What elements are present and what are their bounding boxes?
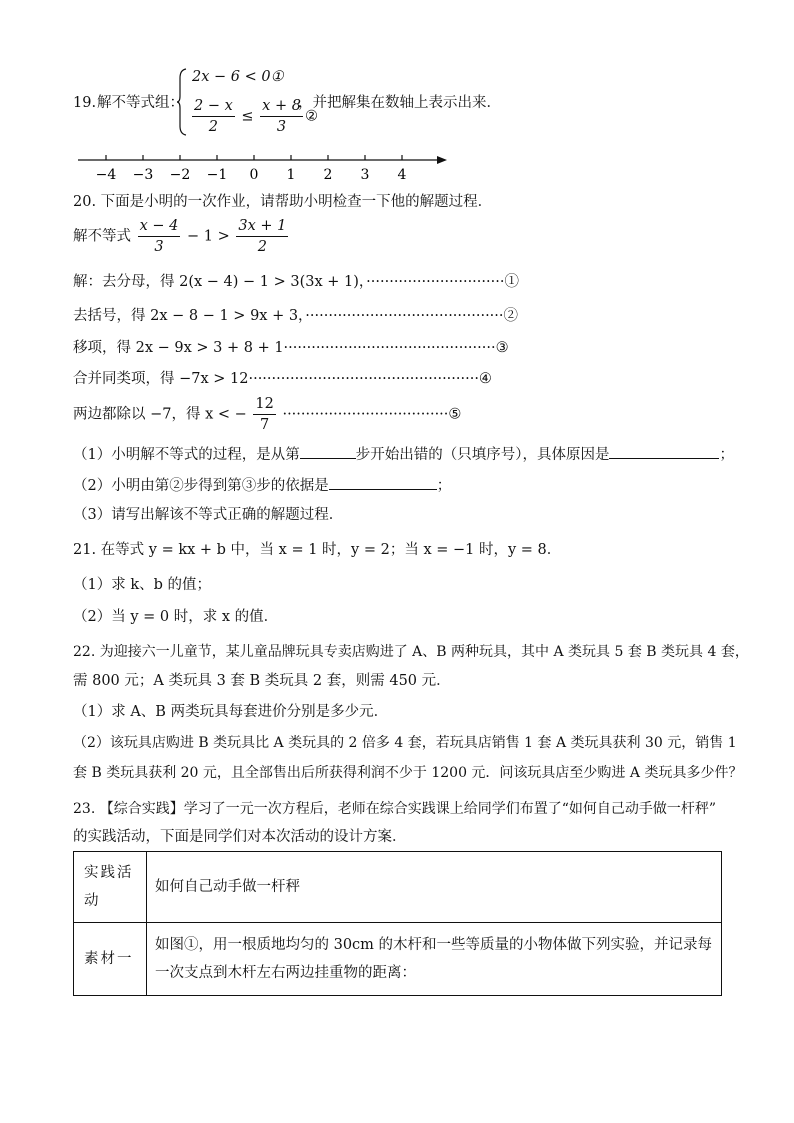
q20-problem	[73, 219, 290, 254]
q20-sub1	[73, 446, 734, 463]
design-table	[73, 851, 722, 996]
step-2: 去括号，得 2x − 8 − 1 > 9x + 3，···········································②	[73, 308, 519, 324]
table-cell-body: 如图①，用一根质地均匀的 30cm 的木杆和一些等质量的小物体做下列实验，并记录每一次支点到木杆左右两边挂重物的距离：	[147, 923, 722, 996]
q22-sub1: （1）求 A、B 两类玩具每套进价分别是多少元．	[73, 704, 389, 720]
frac-num: x + 8	[260, 99, 303, 117]
tick-label: 2	[323, 167, 333, 183]
tick-label: 4	[397, 167, 407, 183]
q19-tail: ，并把解集在数轴上表示出来．	[298, 95, 501, 111]
frac-num: x − 4	[138, 219, 181, 237]
q20-sub2	[73, 477, 451, 494]
table-cell-head: 素材一	[74, 923, 147, 996]
frac-den: 7	[260, 416, 270, 433]
problem-lead: 解不等式	[73, 228, 131, 245]
sub2-b: ；	[436, 478, 452, 494]
q20-intro: 20. 下面是小明的一次作业，请帮助小明检查一下他的解题过程．	[73, 194, 493, 210]
q21-stem: 21. 在等式 y = kx + b 中，当 x = 1 时，y = 2；当 x = −1 时，y = 8．	[73, 542, 562, 558]
tick-label: −3	[132, 167, 154, 183]
q21-sub2: （2）当 y = 0 时，求 x 的值．	[73, 609, 279, 625]
q19-number: 19.	[73, 95, 97, 111]
step-3: 移项，得 2x − 9x > 3 + 8 + 1··············································③	[73, 340, 509, 356]
q19-inequality-1: 2x − 6 < 0①	[192, 69, 284, 85]
frac-num: 3x + 1	[236, 219, 288, 237]
table-row	[74, 852, 722, 923]
tick-label: −1	[206, 167, 228, 183]
problem-mid: − 1 >	[187, 228, 230, 245]
step-5	[73, 397, 461, 432]
q20-sub3: （3）请写出解该不等式正确的解题过程．	[73, 507, 344, 523]
sub1-b: 步开始出错的（只填序号），具体原因是	[355, 447, 610, 463]
tick-label: 1	[286, 167, 296, 183]
sub2-a: （2）小明由第②步得到第③步的依据是	[73, 478, 329, 494]
tick-label: 0	[249, 167, 259, 183]
q22-line1: 22. 为迎接六一儿童节，某儿童品牌玩具专卖店购进了 A、B 两种玩具，其中 A 类玩具 5 套 B 类玩具 4 套，	[73, 644, 749, 660]
answer-blank-reason[interactable]	[609, 446, 719, 459]
q21-sub1: （1）求 k、b 的值；	[73, 577, 212, 593]
q22-sub2-line1: （2）该玩具店购进 B 类玩具比 A 类玩具的 2 倍多 4 套，若玩具店销售 1 套 A 类玩具获利 30 元，销售 1	[73, 735, 737, 751]
q22-line2: 需 800 元；A 类玩具 3 套 B 类玩具 2 套，则需 450 元．	[73, 673, 451, 689]
tick-label: 3	[360, 167, 370, 183]
leq-sign: ≤	[241, 108, 254, 125]
q23-line2: 的实践活动，下面是同学们对本次活动的设计方案．	[73, 829, 407, 845]
number-line	[75, 150, 455, 184]
q22-sub2-line2: 套 B 类玩具获利 20 元，且全部售出后所获得利润不少于 1200 元．问该玩具店至少购进 A 类玩具多少件？	[73, 765, 743, 781]
frac-num: 12	[253, 397, 275, 415]
sub1-a: （1）小明解不等式的过程，是从第	[73, 447, 300, 463]
tick-label: −4	[95, 167, 117, 183]
table-row	[74, 923, 722, 996]
table-cell-body: 如何自己动手做一杆秤	[147, 852, 722, 923]
frac-den: 3	[154, 238, 164, 255]
system-brace	[177, 68, 187, 136]
step-4: 合并同类项，得 −7x > 12··················································④	[73, 371, 492, 387]
frac-den: 2	[257, 238, 267, 255]
q23-line1: 23. 【综合实践】学习了一元一次方程后，老师在综合实践课上给同学们布置了“如何自己动手做一杆秤”	[73, 801, 717, 817]
frac-den: 3	[276, 118, 287, 135]
tick-label: −2	[169, 167, 191, 183]
table-cell-head: 实践活动	[74, 852, 147, 923]
frac-num: 2 − x	[192, 99, 235, 117]
q19-lead: 解不等式组：	[97, 95, 184, 111]
step5-lead: 两边都除以 −7，得 x < −	[73, 406, 247, 423]
answer-blank-basis[interactable]	[329, 477, 437, 490]
answer-blank-step[interactable]	[300, 446, 356, 459]
step5-tail: ····································⑤	[282, 406, 462, 423]
circled-2: ②	[304, 108, 318, 125]
step-1: 解：去分母，得 2(x − 4) − 1 > 3(3x + 1)，······························①	[73, 274, 519, 290]
sub1-c: ；	[719, 447, 734, 463]
frac-den: 2	[208, 118, 218, 135]
